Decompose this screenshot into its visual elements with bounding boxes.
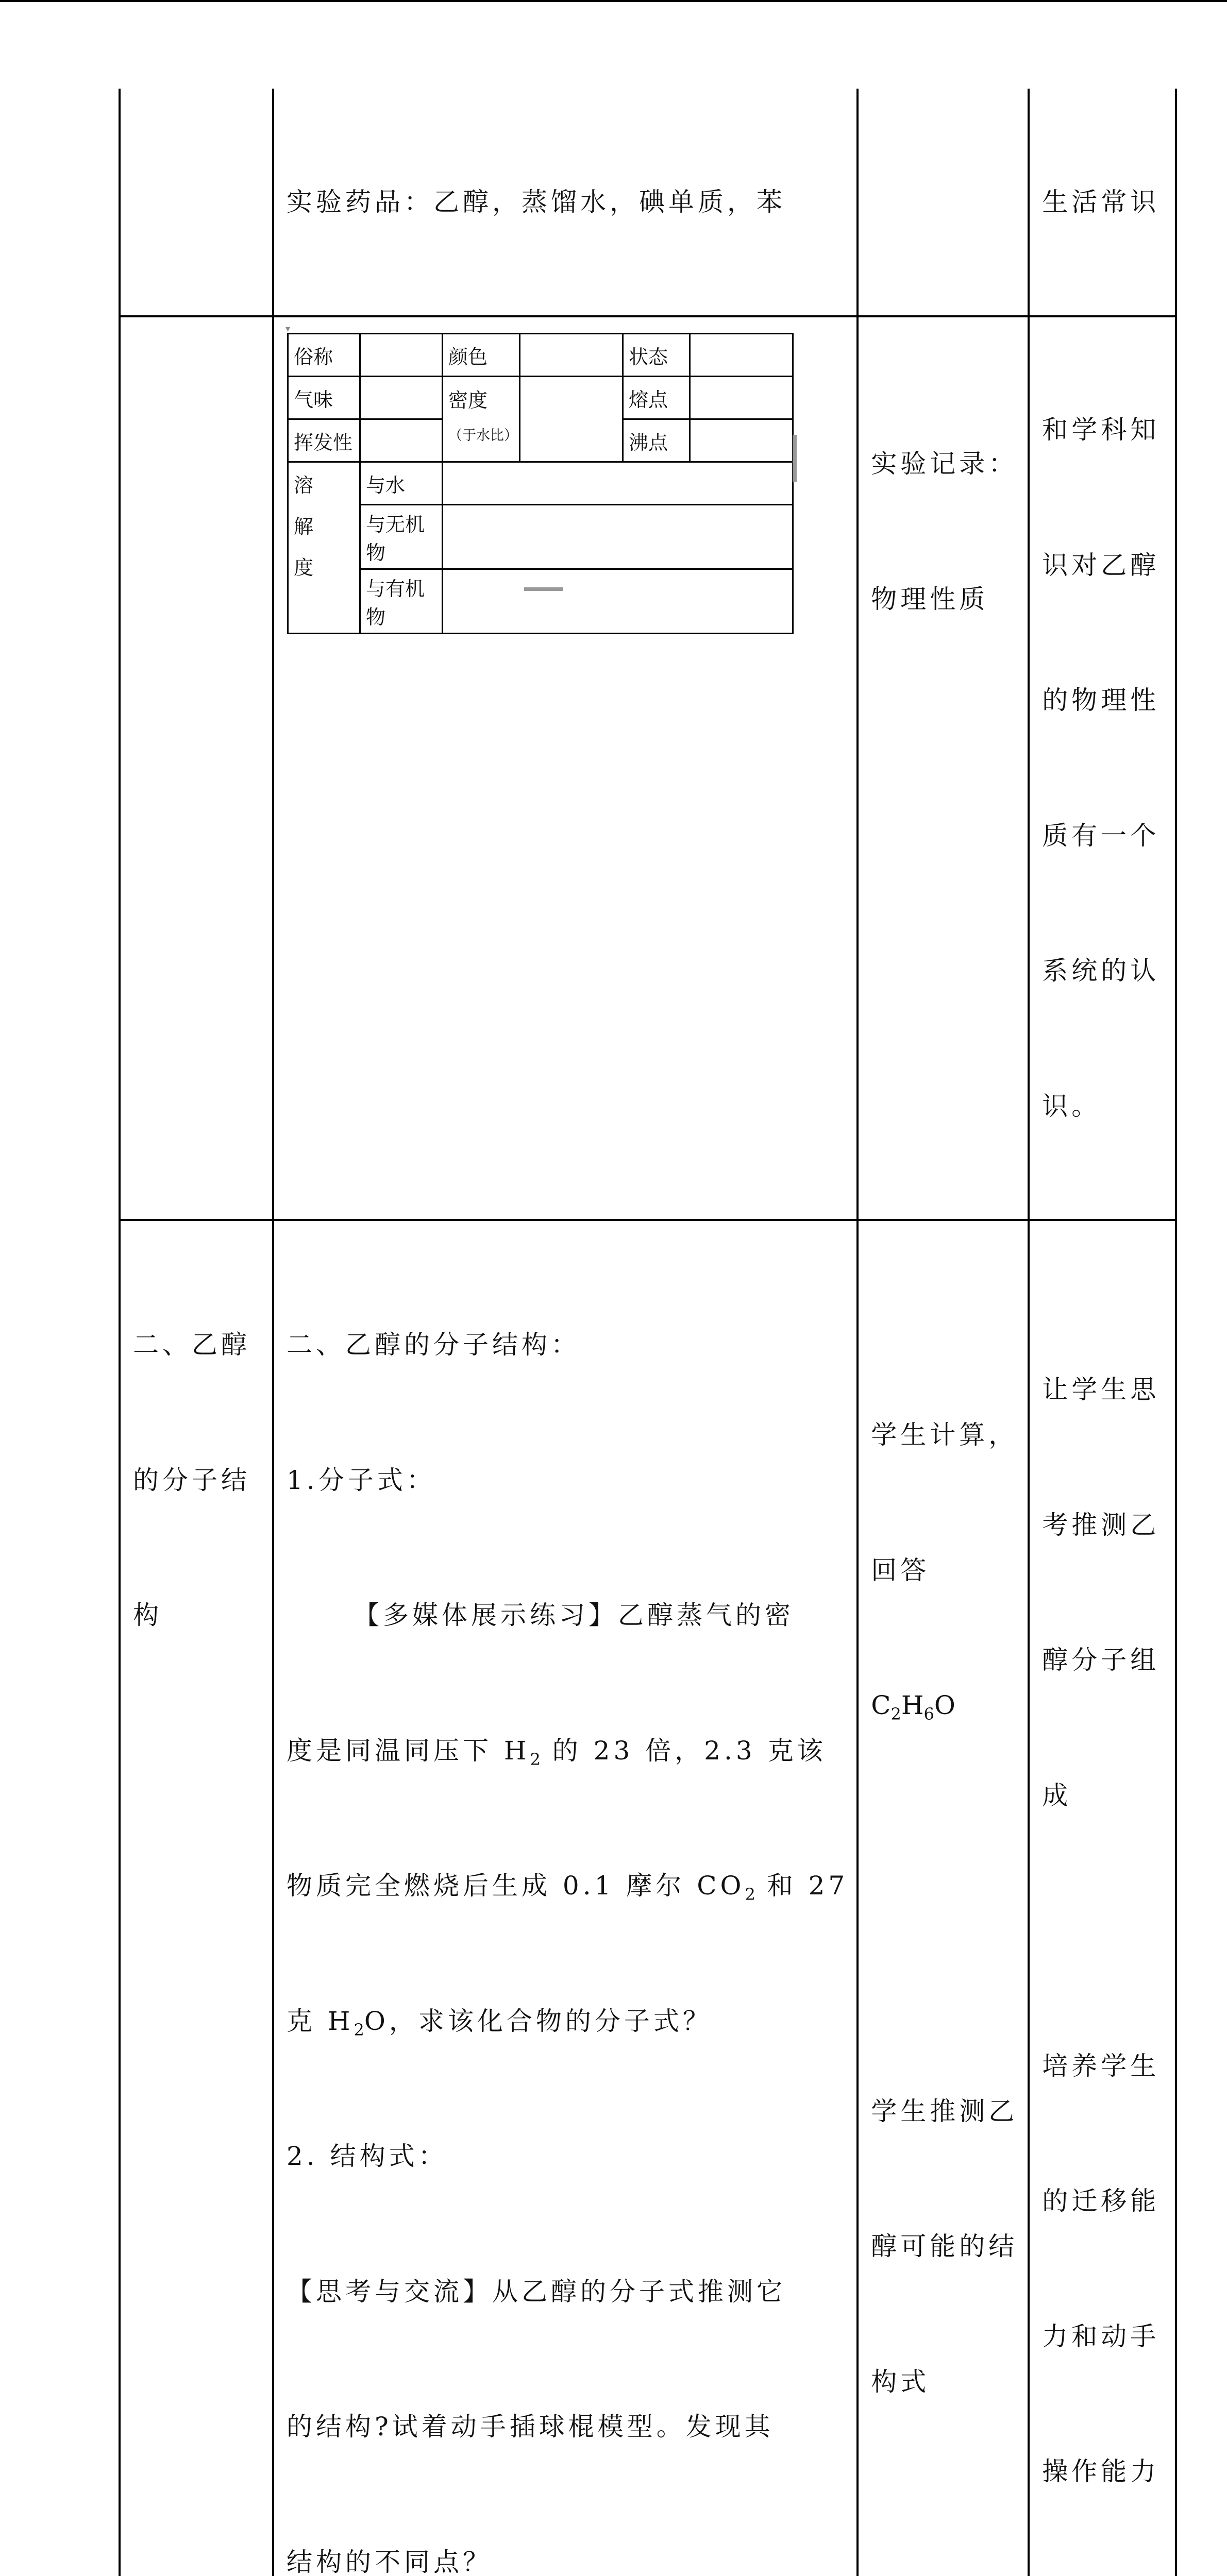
subheading-formula: 1.分子式： (287, 1458, 848, 1503)
purpose-line: 的迁移能 (1042, 2179, 1167, 2224)
label-nickname: 俗称 (288, 334, 360, 377)
purpose-line: 力和动手 (1042, 2314, 1167, 2360)
table-row (120, 316, 1176, 1220)
purpose-text: 生活常识 (1042, 179, 1167, 225)
activity-line: 回答 (871, 1548, 1019, 1594)
activity-line: 构式 (871, 2360, 1019, 2405)
section-cell-empty (120, 89, 273, 316)
label-color: 颜色 (443, 334, 520, 377)
activity-line: 学生推测乙 (871, 2089, 1019, 2134)
think-line: 结构的不同点？ (287, 2540, 848, 2576)
purpose-line: 成 (1042, 1773, 1167, 1819)
label-with-organic: 与有机物 (360, 569, 443, 634)
input-with-organic[interactable] (443, 569, 793, 634)
activity-line: 物理性质 (871, 577, 1019, 622)
purpose-line (1042, 1908, 1167, 1954)
label-state: 状态 (623, 334, 690, 377)
resize-handle-right[interactable] (793, 435, 797, 482)
label-odor: 气味 (288, 377, 360, 419)
section-cell (120, 1220, 273, 2576)
activity-cell (858, 316, 1029, 1220)
table-row (120, 89, 1176, 316)
input-volatility[interactable] (360, 419, 443, 462)
purpose-line: 的物理性 (1042, 678, 1167, 723)
section-line: 构 (133, 1593, 264, 1638)
activity-line: 学生计算， (871, 1413, 1019, 1458)
activity-cell (858, 1220, 1029, 2576)
input-with-water[interactable] (443, 462, 793, 505)
purpose-line: 让学生思 (1042, 1367, 1167, 1413)
blank-line (871, 2495, 1019, 2540)
page-top-border (0, 0, 1227, 2)
table-anchor-icon[interactable]: ▾ (285, 324, 290, 334)
physical-properties-table-wrap (287, 333, 794, 634)
label-with-inorganic: 与无机物 (360, 505, 443, 569)
density-label: 密度 (448, 384, 514, 413)
exercise-line: 度是同温同压下 $H_2$ 的 23 倍，2.3 克该 (287, 1728, 848, 1774)
purpose-cell (1029, 89, 1176, 316)
density-note: （于水比） (448, 424, 514, 444)
input-odor[interactable] (360, 377, 443, 419)
resize-handle-bottom[interactable] (524, 587, 563, 591)
exercise-line: 克 $H_2O$，求该化合物的分子式？ (287, 1999, 848, 2044)
purpose-line: 考推测乙 (1042, 1503, 1167, 1548)
purpose-line: 质有一个 (1042, 814, 1167, 859)
lesson-plan-table (119, 89, 1177, 2576)
activity-line: 醇可能的结 (871, 2224, 1019, 2269)
input-color[interactable] (520, 334, 623, 377)
input-melting-point[interactable] (690, 377, 793, 419)
label-volatility: 挥发性 (288, 419, 360, 462)
content-cell (273, 89, 858, 316)
table-row (120, 1220, 1176, 2576)
input-density[interactable] (520, 377, 623, 462)
section-cell-empty (120, 316, 273, 1220)
blank-line (871, 1954, 1019, 1999)
input-with-inorganic[interactable] (443, 505, 793, 569)
purpose-cell (1029, 316, 1176, 1220)
label-density (443, 377, 520, 462)
subheading-structure: 2. 结构式： (287, 2134, 848, 2179)
input-nickname[interactable] (360, 334, 443, 377)
exercise-line: 【多媒体展示练习】乙醇蒸气的密 (287, 1593, 848, 1638)
purpose-line: 和学科知 (1042, 408, 1167, 453)
content-cell (273, 1220, 858, 2576)
activity-line: 实验记录： (871, 442, 1019, 487)
input-state[interactable] (690, 334, 793, 377)
label-boiling-point: 沸点 (623, 419, 690, 462)
solubility-char: 度 (294, 547, 354, 588)
think-line: 【思考与交流】从乙醇的分子式推测它 (287, 2269, 848, 2315)
content-cell (273, 316, 858, 1220)
purpose-line: 系统的认 (1042, 948, 1167, 994)
think-line: 的结构?试着动手插球棍模型。发现其 (287, 2404, 848, 2450)
label-melting-point: 熔点 (623, 377, 690, 419)
exercise-line: 物质完全燃烧后生成 0.1 摩尔 $CO_2$ 和 27 (287, 1863, 848, 1909)
label-solubility (288, 462, 360, 634)
solubility-char: 解 (294, 506, 354, 547)
purpose-line: 识对乙醇 (1042, 543, 1167, 588)
blank-line (871, 1819, 1019, 1864)
activity-cell-empty (858, 89, 1029, 316)
purpose-line: 识。 (1042, 1084, 1167, 1129)
purpose-line: 操作能力 (1042, 2449, 1167, 2495)
heading-text: 二、乙醇的分子结构： (287, 1323, 848, 1368)
solubility-char: 溶 (294, 465, 354, 506)
section-line: 二、乙醇 (133, 1323, 264, 1368)
label-with-water: 与水 (360, 462, 443, 505)
section-line: 的分子结 (133, 1458, 264, 1503)
input-boiling-point[interactable] (690, 419, 793, 462)
purpose-line: 培养学生 (1042, 2044, 1167, 2089)
reagents-text: 实验药品：乙醇，蒸馏水，碘单质，苯 (287, 179, 848, 225)
purpose-line: 醇分子组 (1042, 1638, 1167, 1683)
purpose-cell (1029, 1220, 1176, 2576)
molecular-formula: $C_2H_6O$ (871, 1683, 1019, 1728)
